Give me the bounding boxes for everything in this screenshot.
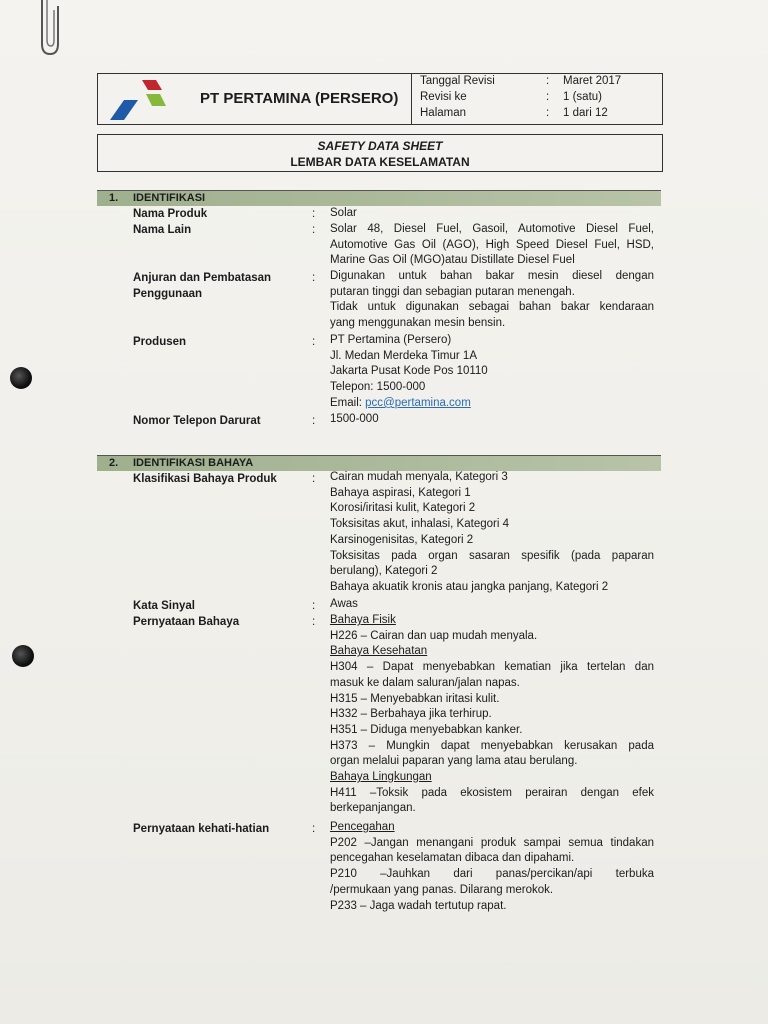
pertamina-logo-icon	[106, 78, 166, 122]
product-name-value: Solar	[330, 207, 357, 219]
signal-word-value: Awas	[330, 598, 358, 610]
other-names-label: Nama Lain	[133, 224, 192, 236]
usage-value: Digunakan untuk bahan bakar mesin diesel dengan putaran tinggi dan sebagian putaran menengah. Tidak untuk digunakan sebagai bahan bakar kendaraan yang menggunakan mesin bensin.	[330, 270, 654, 330]
emergency-phone-label: Nomor Telepon Darurat	[133, 415, 261, 427]
revision-number-row: Revisi ke : 1 (satu)	[420, 91, 602, 103]
manufacturer-label: Produsen	[133, 336, 187, 348]
hazard-classification-value: Cairan mudah menyala, Kategori 3 Bahaya aspirasi, Kategori 1 Korosi/iritasi kulit, Kategori 2 Toksisitas akut, inhalasi, Kategori 4 Karsinogenisitas, Kategori 2 Toksisitas pada organ sasaran spesifik (pada paparan berulang), Kategori 2 Bahaya akuatik kronis atau jangka panjang, Kategori 2	[330, 471, 654, 593]
precautionary-statements-label: Pernyataan kehati-hatian	[133, 823, 270, 835]
revision-date-row: Tanggal Revisi : Maret 2017	[420, 75, 622, 87]
punch-hole-icon	[10, 367, 32, 389]
email-link[interactable]: pcc@pertamina.com	[365, 396, 471, 409]
hazard-statements-label: Pernyataan Bahaya	[133, 616, 240, 628]
signal-word-label: Kata Sinyal	[133, 600, 195, 612]
hazard-statements-value: Bahaya Fisik H226 – Cairan dan uap mudah menyala. Bahaya Kesehatan H304 – Dapat menyebabkan kematian jika tertelan dan masuk ke dalam saluran/jalan napas. H315 – Menyebabkan iritasi kulit. H332 – Berbahaya jika terhirup. H351 – Diduga menyebabkan kanker. H373 – Mungkin dapat menyebabkan kerusakan pada organ melalui paparan yang lama atau berulang. Bahaya Lingkungan H411 –Toksik pada ekosistem perairan dengan efek berkepanjangan.	[330, 614, 654, 815]
emergency-phone-value: 1500-000	[330, 413, 379, 425]
other-names-value: Solar 48, Diesel Fuel, Gasoil, Automotive Diesel Fuel, Automotive Gas Oil (AGO), High Speed Diesel Fuel, HSD, Marine Gas Oil (MGO)atau Distillate Diesel Fuel	[330, 223, 654, 267]
hazard-classification-label: Klasifikasi Bahaya Produk	[133, 473, 277, 485]
document-title: SAFETY DATA SHEET LEMBAR DATA KESELAMATAN	[97, 134, 663, 172]
precautionary-statements-value: Pencegahan P202 –Jangan menangani produk sampai semua tindakan pencegahan keselamatan dibaca dan dipahami. P210 –Jauhkan dari panas/percikan/api terbuka /permukaan yang panas. Dilarang merokok. P233 – Jaga wadah tertutup rapat.	[330, 821, 654, 912]
section-1-header: 1. IDENTIFIKASI	[97, 190, 661, 206]
punch-hole-icon	[12, 645, 34, 667]
document-page: PT PERTAMINA (PERSERO) Tanggal Revisi : Maret 2017 Revisi ke : 1 (satu) Halaman : 1 dari 12 SAFETY DATA SHEET LEMBAR DATA KESELAMATAN 1. IDENTIFIKASI Nama Produk : Solar Nama Lain : Solar 48, Diesel Fuel, Gasoil, Automotive Diesel Fuel, Automotive Gas Oil (AGO), High Speed Diesel Fuel, HSD, Marine Gas Oil (MGO)atau Distillate Diesel Fuel Anjuran dan Pembatasan Penggunaan : Digunakan untuk bahan bakar mesin diesel dengan putaran tinggi dan sebagian putaran menengah. Tidak untuk digunakan sebagai bahan bakar kendaraan yang menggunakan mesin bensin. Produsen : PT Pertamina (Persero) Jl. Medan Merdeka Timur 1A Jakarta Pusat Kode Pos 10110 Telepon: 1500-000 Email: pcc@pertamina.com Nomor Telepon Darurat : 1500-000 2. IDENTIFIKASI BAHAYA Klasifikasi Bahaya Produk : Cairan mudah menyala, Kategori 3 Bahaya aspirasi, Kategori 1 Korosi/iritasi kulit, Kategori 2 Toksisitas akut, inhalasi, Kategori 4 Karsinogenisitas, Kategori 2 Toksisitas pada organ sasaran spesifik (pada paparan berulang), Kategori 2 Bahaya akuatik kronis atau jangka panjang, Kategori 2 Kata Sinyal : Awas Pernyataan Bahaya : Bahaya Fisik H226 – Cairan dan uap mudah menyala. Bahaya Kesehatan H304 – Dapat menyebabkan kematian jika tertelan dan masuk ke dalam saluran/jalan napas. H315 – Menyebabkan iritasi kulit. H332 – Berbahaya jika terhirup. H351 – Diduga menyebabkan kanker. H373 – Mungkin dapat menyebabkan kerusakan pada organ melalui paparan yang lama atau berulang. Bahaya Lingkungan H411 –Toksik pada ekosistem perairan dengan efek berkepanjangan. Pernyataan kehati-hatian : Pencegahan P202 –Jangan menangani produk sampai semua tindakan pencegahan keselamatan dibaca dan dipahami. P210 –Jauhkan dari panas/percikan/api terbuka /permukaan yang panas. Dilarang merokok. P233 – Jaga wadah tertutup rapat.	[0, 0, 768, 1024]
page-number-row: Halaman : 1 dari 12	[420, 107, 608, 119]
document-header	[97, 73, 663, 125]
manufacturer-value: PT Pertamina (Persero) Jl. Medan Merdeka Timur 1A Jakarta Pusat Kode Pos 10110 Telepon: 1500-000 Email: pcc@pertamina.com	[330, 334, 488, 409]
usage-label: Anjuran dan Pembatasan Penggunaan	[133, 272, 272, 300]
paper-clip-icon	[34, 0, 64, 58]
product-name-label: Nama Produk	[133, 208, 208, 220]
company-name: PT PERTAMINA (PERSERO)	[200, 90, 399, 107]
section-2-header: 2. IDENTIFIKASI BAHAYA	[97, 455, 661, 471]
